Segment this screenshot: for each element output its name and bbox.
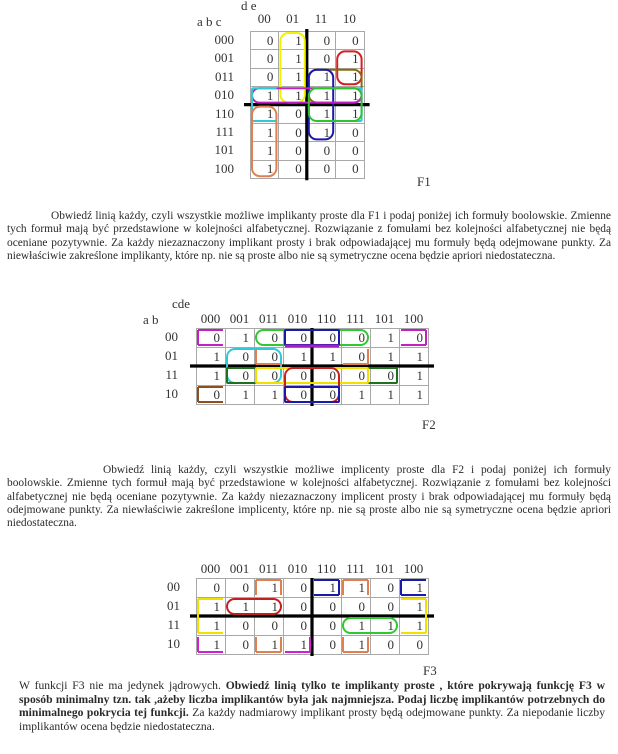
f3-function-name: F3: [423, 663, 437, 678]
row-label: 01: [165, 348, 178, 363]
f1-function-name: F1: [417, 174, 431, 189]
kmap-cell: 0: [371, 367, 400, 386]
kmap-cell: 0: [371, 579, 400, 598]
kmap-cell: 1: [400, 348, 429, 367]
kmap-cell: 1: [226, 329, 255, 348]
f1-instructions: [7, 210, 611, 263]
kmap-cell: 1: [400, 617, 429, 636]
kmap-cell: 1: [251, 142, 279, 160]
column-label: 001: [229, 311, 250, 326]
kmap-cell: 0: [342, 348, 371, 367]
kmap-cell: 0: [313, 617, 342, 636]
kmap-cell: 0: [279, 142, 307, 160]
f2-function-name: F2: [422, 417, 436, 432]
f1-top-var-label: d e: [241, 0, 257, 13]
kmap-cell: 0: [307, 32, 335, 50]
kmap-cell: 1: [226, 386, 255, 405]
column-label: 00: [257, 11, 271, 26]
column-label: 010: [287, 311, 308, 326]
column-label: 000: [200, 561, 221, 576]
kmap-row: [197, 636, 429, 655]
row-label: 00: [165, 329, 178, 344]
kmap-cell: 0: [307, 160, 335, 178]
kmap-row: [251, 142, 365, 160]
column-label: 011: [258, 561, 279, 576]
column-label: 100: [403, 311, 424, 326]
kmap-cell: 0: [284, 367, 313, 386]
column-label: 000: [200, 311, 221, 326]
kmap-cell: 0: [342, 367, 371, 386]
column-label: 01: [286, 11, 300, 26]
f3-cell-grid: [196, 578, 429, 655]
row-label: 001: [214, 50, 234, 66]
row-label: 11: [167, 617, 180, 632]
column-label: 011: [258, 311, 279, 326]
kmap-cell: 1: [197, 636, 226, 655]
row-label: 011: [214, 68, 234, 84]
kmap-cell: 1: [307, 68, 335, 86]
kmap-cell: 1: [279, 32, 307, 50]
f2-instructions-text: Obwiedź linią każdy, czyli wszystkie możliwe implicenty proste dla F2 i podaj poniżej ich formuły boolowskie. Zmienne tych formuł mają być przedstawione w kolejności alfabetycznej. Rozwiązanie z fomułami bez kolejności alfabetycznej nie będą oceniane pozytywnie. Za każdy niezaznaczony implicent prosty i brak odpowiadającej mu formuły będą odejmowane punkty. Za niewłaściwie zakreślone implicenty, które np. nie są proste albo nie są symetryczne ocena będzie apriori niedostateczna.: [7, 464, 611, 530]
row-label: 11: [165, 367, 178, 382]
f2-instructions: [7, 464, 611, 530]
kmap-cell: 1: [251, 87, 279, 105]
kmap-cell: 0: [251, 68, 279, 86]
kmap-row: [197, 617, 429, 636]
kmap-cell: 1: [342, 579, 371, 598]
kmap-cell: 1: [255, 579, 284, 598]
kmap-cell: 1: [255, 636, 284, 655]
kmap-cell: 1: [197, 598, 226, 617]
kmap-cell: 0: [226, 367, 255, 386]
kmap-cell: 0: [313, 367, 342, 386]
kmap-cell: 0: [400, 636, 429, 655]
kmap-cell: 0: [226, 348, 255, 367]
column-label: 110: [316, 311, 337, 326]
kmap-cell: 1: [226, 598, 255, 617]
row-label: 10: [165, 386, 178, 401]
column-label: 101: [374, 311, 395, 326]
kmap-cell: 0: [284, 579, 313, 598]
kmap-row: [251, 68, 365, 86]
kmap-cell: 0: [284, 598, 313, 617]
f1-cell-grid: [250, 31, 365, 179]
kmap-cell: 1: [313, 348, 342, 367]
row-label: 111: [215, 124, 234, 139]
kmap-cell: 0: [342, 598, 371, 617]
kmap-cell: 0: [371, 598, 400, 617]
kmap-cell: 1: [371, 348, 400, 367]
kmap-cell: 0: [307, 50, 335, 68]
column-label: 110: [316, 561, 337, 576]
kmap-cell: 0: [284, 329, 313, 348]
kmap-cell: 1: [279, 50, 307, 68]
column-label: 111: [346, 311, 365, 326]
kmap-cell: 0: [342, 329, 371, 348]
kmap-row: [197, 386, 429, 405]
kmap-cell: 0: [197, 329, 226, 348]
kmap-cell: 1: [342, 617, 371, 636]
kmap-cell: 1: [342, 636, 371, 655]
kmap-cell: 1: [255, 598, 284, 617]
kmap-cell: 0: [313, 636, 342, 655]
kmap-cell: 1: [284, 348, 313, 367]
kmap-row: [197, 579, 429, 598]
kmap-cell: 1: [251, 123, 279, 141]
kmap-cell: 0: [336, 32, 364, 50]
kmap-cell: 1: [400, 579, 429, 598]
kmap-cell: 0: [313, 386, 342, 405]
f2-cell-grid: [196, 328, 429, 405]
kmap-cell: 0: [371, 636, 400, 655]
kmap-cell: 0: [251, 32, 279, 50]
kmap-row: [251, 50, 365, 68]
f1-instructions-text: Obwiedź linią każdy, czyli wszystkie możliwe implikanty proste dla F1 i podaj poniżej ich formuły boolowskie. Zmienne tych formuł mają być przedstawione w kolejności alfabetycznej. Rozwiązanie z fomułami bez kolejności alfabetycznej nie będą oceniane pozytywnie. Za każdy niezaznaczony implikant prosty i brak odpowiadającej mu formuły będą odejmowane punkty. Za niewłaściwie zakreślone implikanty, które np. nie są proste albo nie są symetryczne ocena będzie apriori niedostateczna.: [7, 210, 611, 262]
kmap-cell: 1: [279, 87, 307, 105]
row-label: 100: [214, 160, 234, 176]
kmap-cell: 0: [226, 636, 255, 655]
kmap-row: [251, 87, 365, 105]
row-label: 101: [214, 142, 234, 158]
kmap-cell: 1: [255, 386, 284, 405]
kmap-cell: 1: [251, 160, 279, 178]
f2-side-var-label: a b: [143, 312, 159, 327]
kmap-row: [251, 105, 365, 123]
kmap-cell: 1: [197, 367, 226, 386]
kmap-cell: 0: [279, 105, 307, 123]
kmap-cell: 0: [284, 617, 313, 636]
column-label: 010: [287, 561, 308, 576]
kmap-cell: 0: [255, 329, 284, 348]
kmap-row: [251, 32, 365, 50]
kmap-cell: 0: [197, 579, 226, 598]
row-label: 110: [214, 105, 234, 121]
kmap-cell: 0: [279, 160, 307, 178]
f3-instructions-bold: Obwiedź linią tylko te implikanty proste , które pokrywają funkcję F3 w sposób minimalny tzn. tak ,ażeby liczba implikantów była jak najmniejsza. Podaj liczbę implikantów potrzebnych do minimalnego pokrycia tej funkcji.: [19, 679, 606, 720]
column-label: 100: [403, 561, 424, 576]
kmap-cell: 0: [255, 348, 284, 367]
kmap-cell: 1: [307, 87, 335, 105]
f3-instructions-intro: W funkcji F3 nie ma jedynek jądrowych.: [19, 679, 226, 692]
f3-instructions: [19, 679, 605, 733]
kmap-cell: 0: [307, 142, 335, 160]
kmap-cell: 0: [313, 329, 342, 348]
kmap-cell: 1: [336, 68, 364, 86]
f1-side-var-label: a b c: [197, 14, 222, 29]
row-label: 000: [214, 32, 234, 47]
kmap-cell: 1: [279, 68, 307, 86]
kmap-cell: 1: [400, 367, 429, 386]
kmap-cell: 0: [336, 160, 364, 178]
kmap-cell: 1: [197, 617, 226, 636]
kmap-cell: 1: [307, 105, 335, 123]
kmap-cell: 1: [284, 636, 313, 655]
kmap-cell: 0: [279, 123, 307, 141]
column-label: 101: [374, 561, 395, 576]
kmap-row: [197, 367, 429, 386]
row-label: 010: [214, 87, 234, 103]
kmap-cell: 1: [307, 123, 335, 141]
kmap-cell: 0: [251, 50, 279, 68]
kmap-cell: 0: [226, 579, 255, 598]
kmap-row: [251, 160, 365, 178]
kmap-cell: 1: [371, 386, 400, 405]
row-label: 10: [167, 636, 180, 651]
column-label: 11: [314, 11, 328, 26]
kmap-cell: 0: [313, 598, 342, 617]
kmap-cell: 1: [197, 348, 226, 367]
kmap-cell: 0: [226, 617, 255, 636]
column-label: 111: [346, 561, 365, 576]
kmap-row: [251, 123, 365, 141]
kmap-cell: 1: [336, 105, 364, 123]
row-label: 00: [167, 579, 180, 594]
kmap-cell: 0: [197, 386, 226, 405]
f2-top-var-label: cde: [172, 296, 191, 311]
kmap-cell: 1: [251, 105, 279, 123]
kmap-cell: 1: [400, 386, 429, 405]
kmap-cell: 0: [336, 142, 364, 160]
kmap-cell: 1: [336, 50, 364, 68]
kmap-row: [197, 598, 429, 617]
column-label: 001: [229, 561, 250, 576]
kmap-cell: 1: [400, 598, 429, 617]
kmap-cell: 0: [255, 617, 284, 636]
row-label: 01: [167, 598, 180, 613]
kmap-cell: 0: [336, 123, 364, 141]
column-label: 10: [342, 11, 356, 26]
kmap-cell: 1: [313, 579, 342, 598]
kmap-cell: 0: [284, 386, 313, 405]
kmap-cell: 1: [371, 329, 400, 348]
kmap-cell: 0: [400, 329, 429, 348]
kmap-row: [197, 329, 429, 348]
kmap-cell: 1: [371, 617, 400, 636]
kmap-cell: 1: [336, 87, 364, 105]
kmap-cell: 1: [342, 386, 371, 405]
kmap-row: [197, 348, 429, 367]
kmap-cell: 0: [255, 367, 284, 386]
f3-instructions-penalty: Za każdy nadmiarowy implikant prosty będą odejmowane punkty. Za niepodanie liczby implikantów ocena będzie niedostateczna.: [19, 706, 605, 733]
